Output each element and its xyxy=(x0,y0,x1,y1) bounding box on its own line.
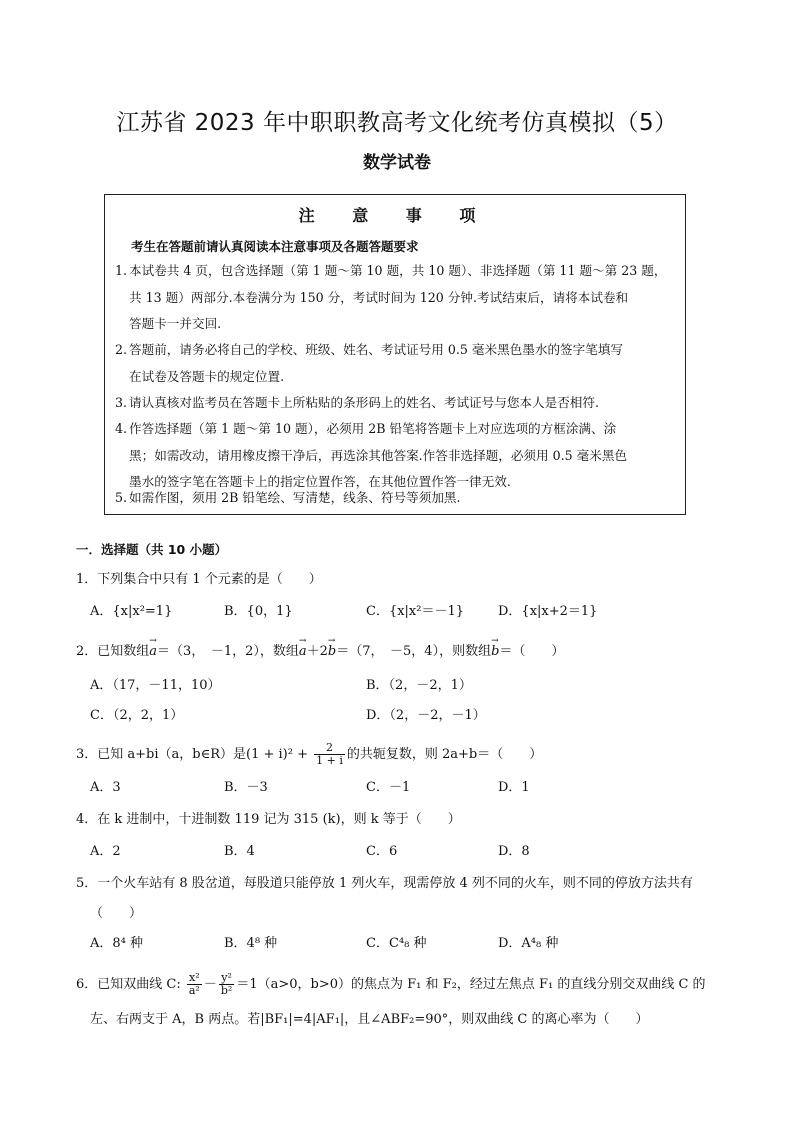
fraction-denominator: b² xyxy=(220,984,233,997)
q2-text: 2．已知数组 xyxy=(76,644,150,659)
fraction-numerator: 2 xyxy=(314,742,345,755)
notice-item-number: 4. xyxy=(115,421,128,436)
fraction xyxy=(219,972,234,997)
fraction xyxy=(314,742,345,767)
notice-line: 共 13 题）两部分.本卷满分为 150 分，考试时间为 120 分钟.考试结束后，请将本试卷和 xyxy=(129,289,629,305)
q3-option-b: B．－3 xyxy=(224,780,268,795)
q5-option-c: C．C⁴₈ 种 xyxy=(366,936,427,951)
q2-option-d: D．（2，－2，－1） xyxy=(366,708,486,723)
fraction-denominator: a² xyxy=(188,984,200,997)
q2-text: ＋2 xyxy=(306,644,328,659)
vector-a: → a xyxy=(299,642,307,662)
q6-text: － xyxy=(203,977,217,992)
notice-item-number: 1. xyxy=(115,263,128,278)
q4-option-b: B．4 xyxy=(224,844,255,859)
notice-line: 墨水的签字笔在答题卡上的指定位置作答，在其他位置作答一律无效. xyxy=(129,474,511,489)
notice-line: 请认真核对监考员在答题卡上所粘贴的条形码上的姓名、考试证号与您本人是否相符. xyxy=(129,395,599,410)
fraction xyxy=(187,972,202,997)
q2-text: ＝（ ） xyxy=(499,644,565,659)
q2-text: ＝（7， －5，4），则数组 xyxy=(336,644,492,659)
q3-option-d: D．1 xyxy=(498,780,530,795)
notice-line: 在试卷及答题卡的规定位置. xyxy=(129,368,285,384)
q1-option-b: B．{0，1} xyxy=(224,604,293,619)
question-5-stem-cont: （ ） xyxy=(90,906,143,921)
q1-option-c: C．{x|x²＝－1} xyxy=(366,604,465,619)
vector-b: → b xyxy=(328,642,336,662)
fraction-denominator: 1 + i xyxy=(316,754,343,767)
q3-text: 3．已知 a+bi（a，b∈R）是(1 + i)² + xyxy=(76,747,313,762)
q6-text: ＝1（a>0，b>0）的焦点为 F₁ 和 F₂，经过左焦点 F₁ 的直线分别交双曲线 C 的 xyxy=(236,977,706,992)
question-6-stem xyxy=(76,972,736,997)
notice-item-3 xyxy=(115,390,679,417)
q3-option-a: A．3 xyxy=(90,780,121,795)
notice-line: 作答选择题（第 1 题～第 10 题），必须用 2B 铅笔将答题卡上对应选项的方框涂满、涂 xyxy=(129,421,617,436)
q2-option-c: C．（2，2，1） xyxy=(90,708,184,723)
page-subtitle: 数学试卷 xyxy=(363,153,431,173)
section-heading: 一．选择题（共 10 小题） xyxy=(76,542,228,557)
vector-a: → a xyxy=(149,642,157,662)
q4-option-c: C．6 xyxy=(366,844,398,859)
q4-option-d: D．8 xyxy=(498,844,530,859)
notice-title: 注 意 事 项 xyxy=(298,206,492,225)
notice-line: 答题卡一并交回. xyxy=(129,316,222,331)
notice-item-1 xyxy=(115,258,679,338)
question-4-stem: 4．在 k 进制中，十进制数 119 记为 315 (k)，则 k 等于（ ） xyxy=(76,812,461,827)
q1-option-a: A．{x|x²=1} xyxy=(90,604,173,619)
q2-text: ＝（3， －1，2），数组 xyxy=(157,644,299,659)
q3-text: 的共轭复数，则 2a+b＝（ ） xyxy=(346,747,543,762)
notice-box xyxy=(104,194,686,515)
fraction-numerator: x² xyxy=(187,972,202,985)
q6-text: 6．已知双曲线 C: xyxy=(76,977,185,992)
q2-option-a: A．（17，－11，10） xyxy=(90,678,221,693)
notice-line: 答题前，请务必将自己的学校、班级、姓名、考试证号用 0.5 毫米黑色墨水的签字笔填写 xyxy=(129,342,624,357)
notice-item-5 xyxy=(115,485,679,512)
question-3-stem xyxy=(76,742,726,767)
notice-line: 黑；如需改动，请用橡皮擦干净后，再选涂其他答案.作答非选择题，必须用 0.5 毫米黑色 xyxy=(129,447,628,463)
question-1-stem: 1．下列集合中只有 1 个元素的是（ ） xyxy=(76,572,322,587)
q3-option-c: C．－1 xyxy=(366,780,411,795)
q1-option-d: D．{x|x+2＝1} xyxy=(498,604,598,619)
q4-option-a: A．2 xyxy=(90,844,121,859)
question-5-stem: 5．一个火车站有 8 股岔道，每股道只能停放 1 列火车，现需停放 4 列不同的火车，则不同的停放方法共有 xyxy=(76,876,693,891)
notice-lead: 考生在答题前请认真阅读本注意事项及各题答题要求 xyxy=(131,239,419,254)
q5-option-a: A．8⁴ 种 xyxy=(90,936,144,951)
fraction-numerator: y² xyxy=(219,972,234,985)
notice-item-number: 2. xyxy=(115,342,128,357)
question-6-stem-cont: 左、右两支于 A，B 两点。若|BF₁|=4|AF₁|，且∠ABF₂=90°，则双曲线 C 的离心率为（ ） xyxy=(90,1012,649,1027)
page-title: 江苏省 2023 年中职职教高考文化统考仿真模拟（5） xyxy=(116,110,678,136)
notice-item-4 xyxy=(115,416,679,496)
q5-option-d: D．A⁴₈ 种 xyxy=(498,936,559,951)
notice-line: 本试卷共 4 页，包含选择题（第 1 题～第 10 题，共 10 题）、非选择题（第 11 题～第 23 题， xyxy=(129,263,667,278)
q2-option-b: B．（2，－2，1） xyxy=(366,678,472,693)
q5-option-b: B．4⁸ 种 xyxy=(224,936,278,951)
notice-line: 如需作图，须用 2B 铅笔绘、写清楚，线条、符号等须加黑. xyxy=(129,490,461,505)
question-2-stem xyxy=(76,642,726,662)
notice-item-number: 5. xyxy=(115,490,128,505)
vector-b: → b xyxy=(491,642,499,662)
notice-item-number: 3. xyxy=(115,395,128,410)
notice-item-2 xyxy=(115,337,679,390)
